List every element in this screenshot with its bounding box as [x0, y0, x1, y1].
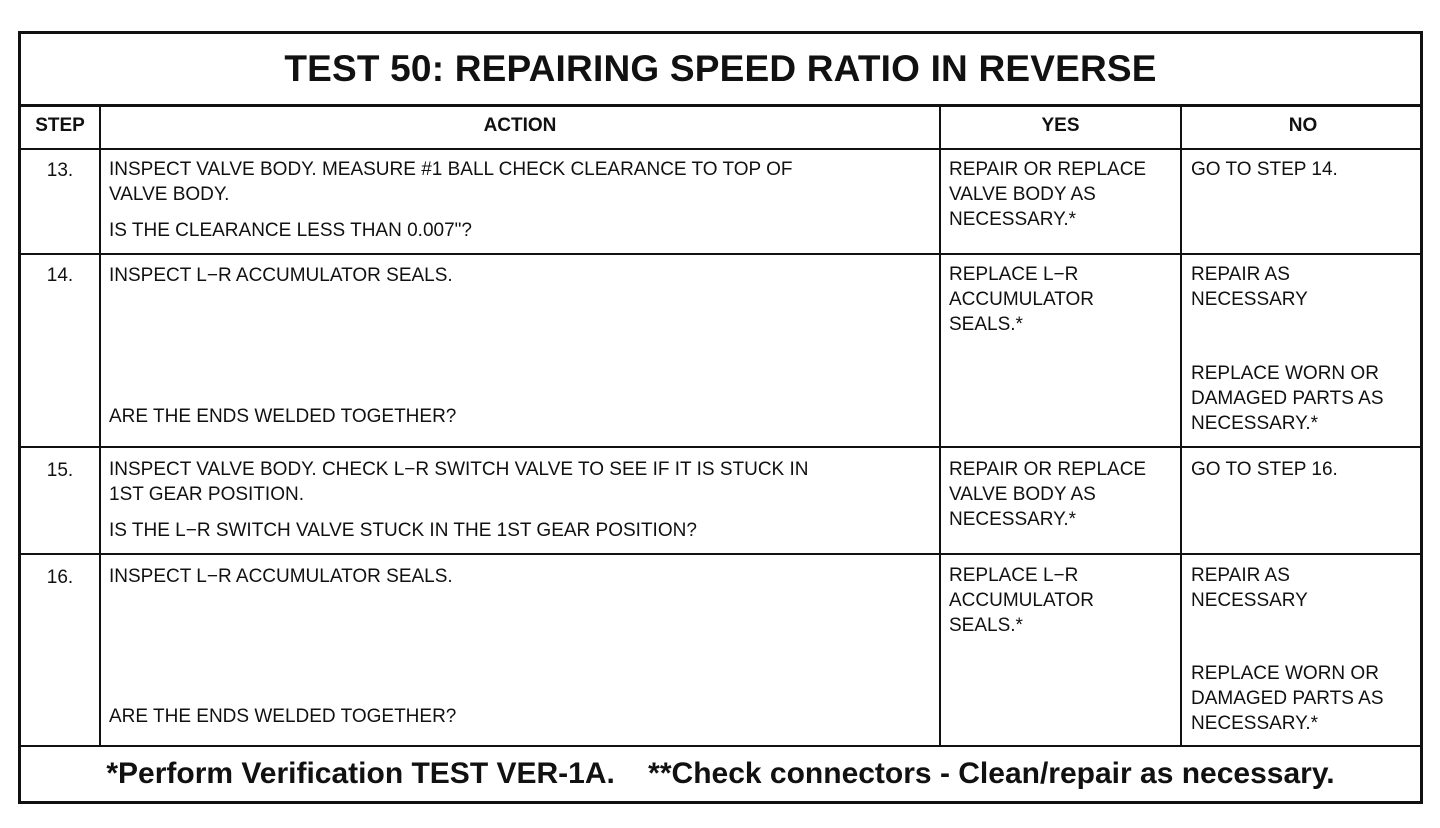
action-question: IS THE L−R SWITCH VALVE STUCK IN THE 1ST GEAR POSITION? [109, 520, 697, 541]
yes-line: REPLACE L−R [949, 565, 1079, 586]
row-divider [21, 253, 1420, 255]
no-line: DAMAGED PARTS AS [1191, 388, 1384, 409]
column-header-step: STEP [35, 115, 85, 136]
yes-line: REPLACE L−R [949, 264, 1079, 285]
footnote: *Perform Verification TEST VER-1A. **Check connectors - Clean/repair as necessary. [106, 757, 1335, 790]
no-text-secondary [1191, 361, 1384, 436]
action-line: 1ST GEAR POSITION. [109, 484, 304, 505]
row-divider [21, 446, 1420, 448]
footer-divider [21, 745, 1420, 747]
no-line: DAMAGED PARTS AS [1191, 688, 1384, 709]
column-header-no: NO [1288, 115, 1318, 136]
no-text [1191, 262, 1308, 312]
no-line: REPAIR AS [1191, 264, 1290, 285]
yes-line: ACCUMULATOR [949, 590, 1094, 611]
no-line: GO TO STEP 16. [1191, 459, 1338, 480]
no-line: NECESSARY.* [1191, 413, 1319, 434]
action-line: VALVE BODY. [109, 184, 230, 205]
yes-text [949, 457, 1146, 532]
yes-line: NECESSARY.* [949, 509, 1077, 530]
page-title: TEST 50: REPAIRING SPEED RATIO IN REVERSE [284, 48, 1157, 89]
action-question: ARE THE ENDS WELDED TOGETHER? [109, 406, 457, 427]
no-line: NECESSARY.* [1191, 713, 1319, 734]
action-text [109, 564, 453, 589]
action-text [109, 157, 793, 207]
column-divider [1180, 106, 1182, 745]
action-line: INSPECT L−R ACCUMULATOR SEALS. [109, 265, 453, 286]
title-divider [21, 104, 1420, 107]
yes-line: SEALS.* [949, 615, 1023, 636]
test-table [18, 31, 1423, 804]
no-text-secondary [1191, 661, 1384, 736]
step-number: 15. [46, 460, 74, 481]
column-divider [99, 106, 101, 745]
yes-line: VALVE BODY AS [949, 184, 1096, 205]
no-line: NECESSARY [1191, 590, 1308, 611]
column-divider [939, 106, 941, 745]
step-number: 13. [46, 160, 74, 181]
action-question: ARE THE ENDS WELDED TOGETHER? [109, 706, 457, 727]
yes-line: NECESSARY.* [949, 209, 1077, 230]
column-header-action: ACTION [483, 115, 557, 136]
no-text [1191, 157, 1338, 182]
no-text [1191, 457, 1338, 482]
action-line: INSPECT VALVE BODY. CHECK L−R SWITCH VALVE TO SEE IF IT IS STUCK IN [109, 459, 809, 480]
yes-line: VALVE BODY AS [949, 484, 1096, 505]
no-line: REPLACE WORN OR [1191, 363, 1379, 384]
header-divider [21, 148, 1420, 150]
step-number: 16. [46, 567, 74, 588]
yes-text [949, 563, 1094, 638]
yes-line: REPAIR OR REPLACE [949, 459, 1147, 480]
no-text [1191, 563, 1308, 613]
action-line: INSPECT VALVE BODY. MEASURE #1 BALL CHECK CLEARANCE TO TOP OF [109, 159, 793, 180]
yes-text [949, 262, 1094, 337]
action-text [109, 263, 453, 288]
step-number: 14. [46, 265, 74, 286]
column-header-yes: YES [1041, 115, 1080, 136]
yes-line: SEALS.* [949, 314, 1023, 335]
no-line: REPAIR AS [1191, 565, 1290, 586]
action-text [109, 457, 809, 507]
no-line: GO TO STEP 14. [1191, 159, 1338, 180]
no-line: REPLACE WORN OR [1191, 663, 1379, 684]
no-line: NECESSARY [1191, 289, 1308, 310]
yes-text [949, 157, 1146, 232]
yes-line: ACCUMULATOR [949, 289, 1094, 310]
yes-line: REPAIR OR REPLACE [949, 159, 1147, 180]
action-line: INSPECT L−R ACCUMULATOR SEALS. [109, 566, 453, 587]
action-question: IS THE CLEARANCE LESS THAN 0.007"? [109, 220, 472, 241]
row-divider [21, 553, 1420, 555]
